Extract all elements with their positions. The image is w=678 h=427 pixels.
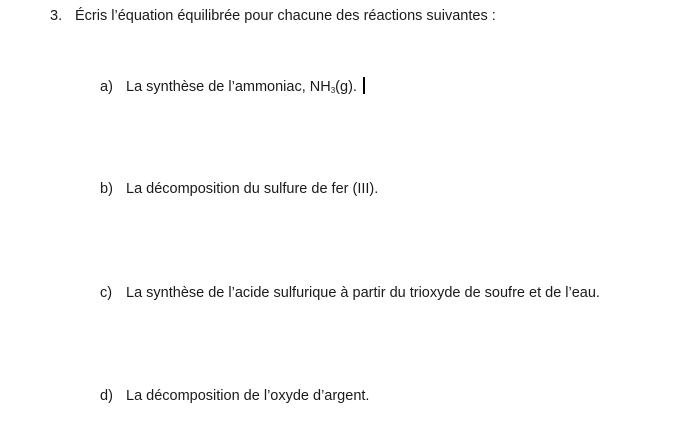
question-text: Écris l’équation équilibrée pour chacune des réactions suivantes :	[75, 8, 496, 24]
item-text-before: La synthèse de l’ammoniac, NH	[126, 79, 331, 95]
item-letter: d)	[100, 388, 113, 404]
text-cursor[interactable]	[363, 77, 365, 94]
item-text: La décomposition de l’oxyde d’argent.	[126, 388, 370, 404]
item-letter: c)	[100, 285, 113, 301]
list-item-b	[100, 181, 378, 197]
item-text-after: (g).	[335, 79, 357, 95]
item-subscript: 3	[330, 86, 336, 95]
list-item-a	[100, 77, 365, 95]
list-item-d	[100, 388, 369, 404]
item-text: La synthèse de l’acide sulfurique à partir du trioxyde de soufre et de l’eau.	[126, 285, 600, 301]
question-3	[50, 8, 496, 24]
item-letter: a)	[100, 79, 113, 95]
question-number: 3.	[50, 8, 63, 24]
item-text: La décomposition du sulfure de fer (III).	[126, 181, 379, 197]
item-letter: b)	[100, 181, 113, 197]
list-item-c	[100, 285, 600, 301]
